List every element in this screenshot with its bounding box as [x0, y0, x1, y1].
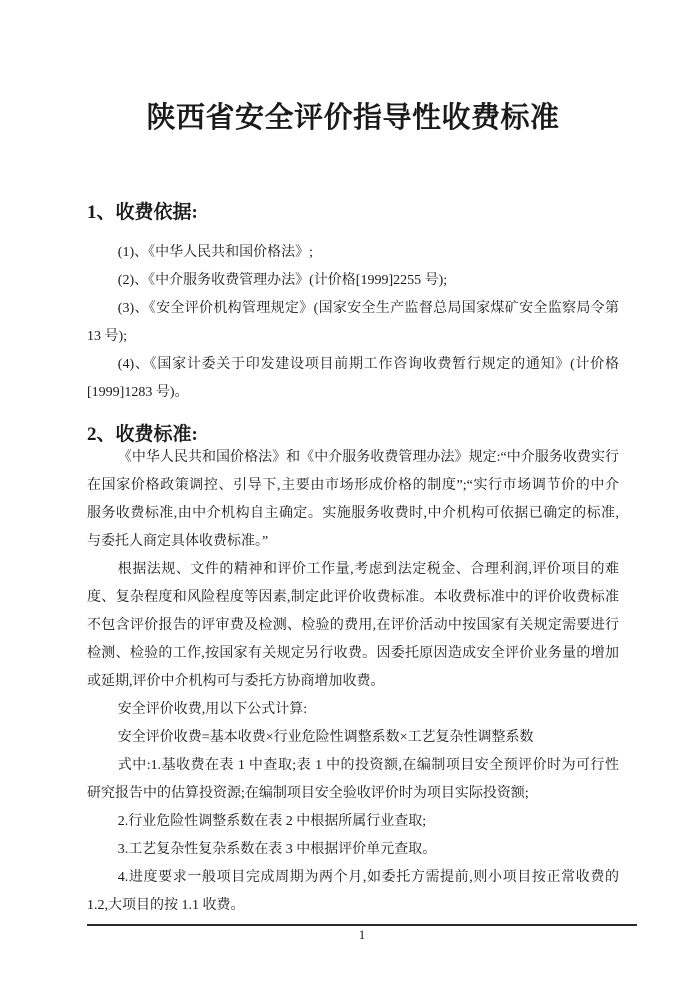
text-line: (4)、《国家计委关于印发建设项目前期工作咨询收费暂行规定的通知》(计价格 [117, 357, 619, 372]
section1-heading: 1、收费依据: [87, 202, 198, 223]
section2-heading: 2、收费标准: [87, 424, 198, 445]
text-line: 检测、检验的工作,按国家有关规定另行收费。因委托原因造成安全评价业务量的增加 [87, 646, 619, 661]
text-line: (2)、《中介服务收费管理办法》(计价格[1999]2255 号); [117, 273, 448, 288]
text-line: [1999]1283 号)。 [87, 385, 189, 400]
formula-intro-line: 安全评价收费,用以下公式计算: [117, 702, 308, 717]
page-number: 1 [358, 927, 366, 942]
text-line: (3)、《安全评价机构管理规定》(国家安全生产监督总局国家煤矿安全监察局令第 [117, 301, 619, 316]
formula-line: 安全评价收费=基本收费×行业危险性调整系数×工艺复杂性调整系数 [117, 730, 534, 745]
text-line: 度、复杂程度和风险程度等因素,制定此评价收费标准。本收费标准中的评价收费标准 [87, 590, 619, 605]
text-line: 1.2,大项目的按 1.1 收费。 [87, 898, 245, 913]
document-title: 陕西省安全评价指导性收费标准 [146, 102, 560, 134]
text-line: 不包含评价报告的评审费及检测、检验的费用,在评价活动中按国家有关规定需要进行 [87, 618, 619, 633]
footer-divider [87, 924, 637, 926]
text-line: 2.行业危险性调整系数在表 2 中根据所属行业查取; [117, 814, 427, 829]
text-line: 《中华人民共和国价格法》和《中介服务收费管理办法》规定:“中介服务收费实行 [117, 450, 619, 465]
section1-body [87, 239, 619, 407]
text-line: 式中:1.基收费在表 1 中查取;表 1 中的投资额,在编制项目安全预评价时为可行性 [117, 758, 619, 773]
text-line: 或延期,评价中介机构可与委托方协商增加收费。 [87, 674, 385, 689]
text-line: 与委托人商定具体收费标准。” [87, 534, 269, 549]
text-line: 服务收费标准,由中介机构自主确定。实施服务收费时,中介机构可依据已确定的标准, [87, 506, 619, 521]
text-line: 在国家价格政策调控、引导下,主要由市场形成价格的制度”;“实行市场调节价的中介 [87, 478, 619, 493]
text-line: 根据法规、文件的精神和评价工作量,考虑到法定税金、合理利润,评价项目的难 [117, 562, 619, 577]
text-line: 3.工艺复杂性复杂系数在表 3 中根据评价单元查取。 [117, 842, 437, 857]
text-line: 研究报告中的估算投资源;在编制项目安全验收评价时为项目实际投资额; [87, 786, 529, 801]
text-line: 4.进度要求一般项目完成周期为两个月,如委托方需提前,则小项目按正常收费的 [117, 870, 619, 885]
section2-body [87, 444, 619, 920]
text-line: (1)、《中华人民共和国价格法》; [117, 245, 314, 260]
text-line: 13 号); [87, 329, 128, 344]
